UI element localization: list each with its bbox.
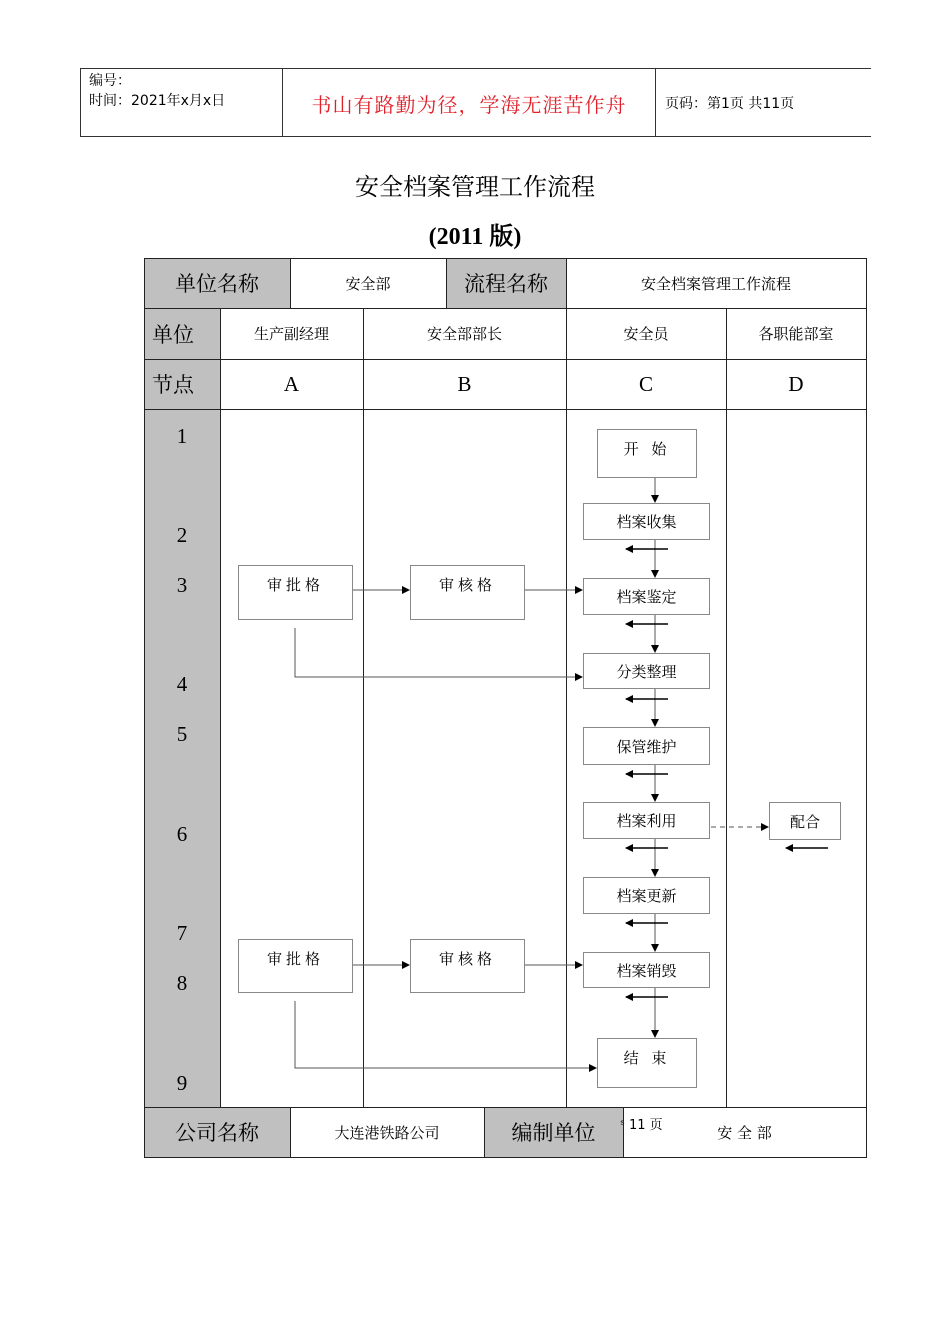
flow-preserve: 保管维护 — [583, 727, 710, 765]
process-name-value: 安全档案管理工作流程 — [640, 274, 791, 293]
unit-d: 各职能部室 — [758, 325, 834, 343]
overlap-text: ˢ 11 页 — [620, 1118, 663, 1133]
node-c: C — [638, 371, 653, 396]
step-number: 7 — [176, 921, 188, 945]
unit-b: 安全部部长 — [426, 325, 502, 343]
node-label: 节点 — [144, 359, 220, 409]
unit-a: 生产副经理 — [253, 325, 329, 343]
number-label: 编号： — [89, 73, 131, 89]
company-value: 大连港铁路公司 — [334, 1123, 440, 1142]
page-info: 页码：第1页 共11页 — [665, 96, 795, 112]
compiler-value: 安 全 部 — [717, 1123, 772, 1142]
flow-approve-1: 审批格 — [238, 565, 353, 620]
flow-classify: 分类整理 — [583, 653, 710, 689]
motto: 书山有路勤为径，学海无涯苦作舟 — [311, 93, 627, 117]
company-label: 公司名称 — [144, 1107, 290, 1157]
flow-review-2: 审核格 — [410, 939, 525, 993]
document-subtitle: (2011 版) — [428, 224, 522, 250]
unit-name-label: 单位名称 — [144, 258, 290, 308]
unit-label: 单位 — [144, 308, 220, 359]
flow-arrow — [295, 628, 582, 677]
flow-start: 开 始 — [597, 429, 697, 478]
flow-appraise: 档案鉴定 — [583, 578, 710, 615]
step-number: 5 — [176, 722, 188, 746]
flow-use: 档案利用 — [583, 802, 710, 839]
node-a: A — [283, 371, 300, 396]
flow-collect: 档案收集 — [583, 503, 710, 540]
flow-end: 结 束 — [597, 1038, 697, 1088]
step-number: 9 — [176, 1071, 188, 1095]
flow-destroy: 档案销毁 — [583, 952, 710, 988]
flow-arrow — [295, 1001, 596, 1068]
process-name-label: 流程名称 — [446, 258, 566, 308]
step-number: 3 — [176, 573, 188, 597]
document-title: 安全档案管理工作流程 — [355, 173, 595, 201]
step-number: 6 — [176, 822, 188, 846]
flow-review-1: 审核格 — [410, 565, 525, 620]
flow-update: 档案更新 — [583, 877, 710, 914]
time-label: 时间：2021年x月x日 — [89, 93, 226, 109]
unit-name-value: 安全部 — [345, 274, 391, 293]
compiler-label: 编制单位 — [484, 1107, 623, 1157]
step-number: 4 — [176, 672, 188, 696]
step-number: 1 — [176, 424, 188, 448]
overlap-page: 11 页 — [628, 1118, 663, 1133]
step-number: 8 — [176, 971, 188, 995]
node-b: B — [457, 371, 472, 396]
flow-approve-2: 审批格 — [238, 939, 353, 993]
unit-c: 安全员 — [623, 325, 669, 343]
node-d: D — [788, 371, 804, 396]
flow-cooperate: 配合 — [769, 802, 841, 840]
step-number: 2 — [176, 523, 188, 547]
